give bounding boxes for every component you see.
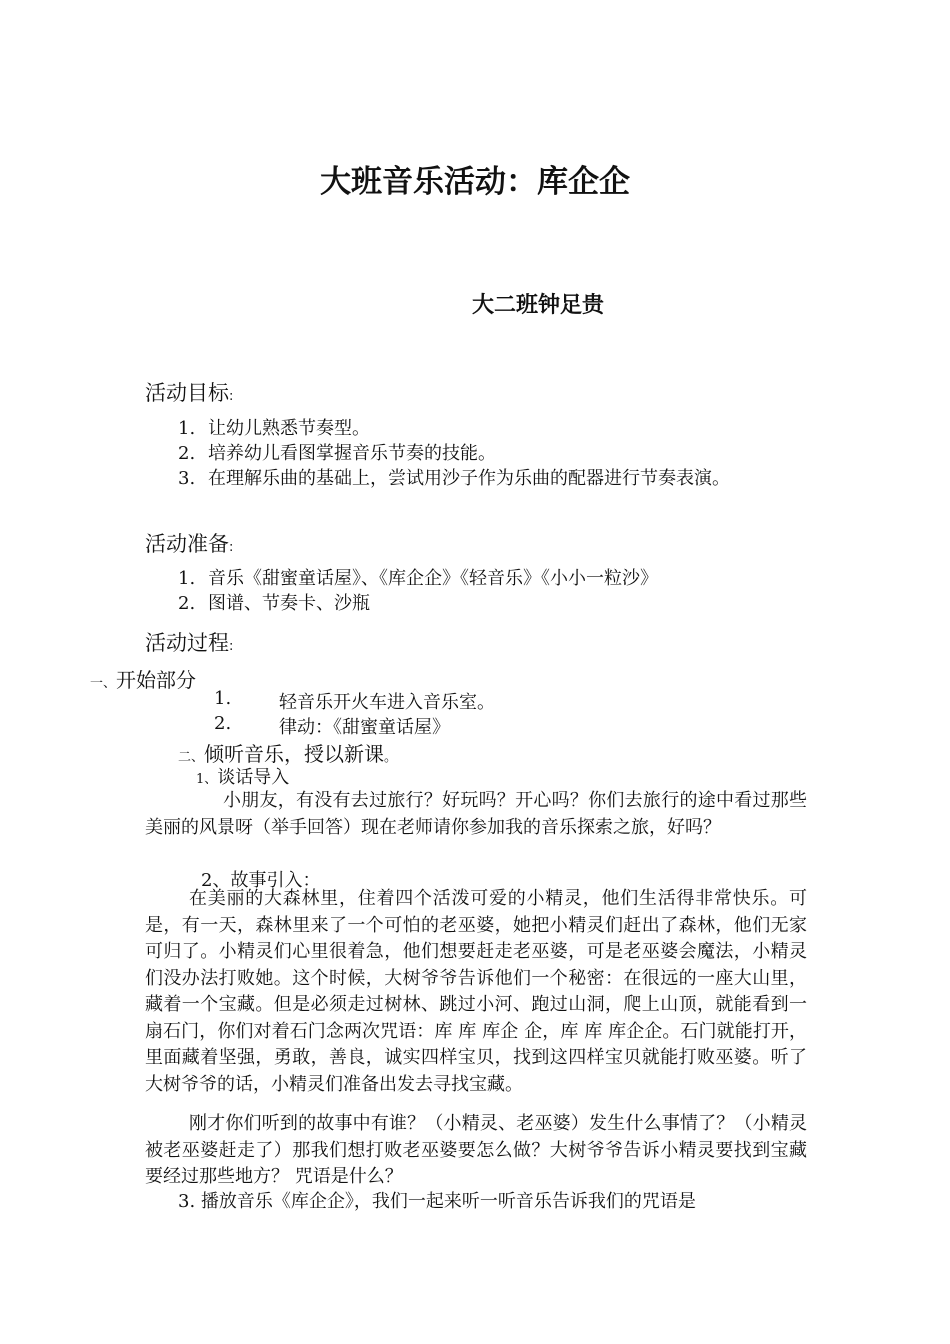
list-number: 3. xyxy=(178,468,196,489)
section-one-item xyxy=(214,713,231,734)
section-one-heading xyxy=(90,664,196,693)
process-heading-text: 活动过程 xyxy=(145,631,229,655)
subsection-marker: 1、 xyxy=(196,772,218,787)
document-title: 大班音乐活动：库企企 xyxy=(320,164,630,200)
list-item xyxy=(178,591,818,616)
goals-heading xyxy=(145,377,233,407)
section-end: 。 xyxy=(384,750,398,765)
list-item xyxy=(178,466,818,491)
goals-list xyxy=(178,416,818,491)
goals-heading-colon: : xyxy=(229,389,234,404)
list-number: 2. xyxy=(214,713,232,734)
prep-list xyxy=(178,566,818,616)
prep-heading xyxy=(145,528,233,558)
section-one-item-text: 轻音乐开火车进入音乐室。 xyxy=(279,692,495,713)
list-text: 音乐《甜蜜童话屋》、《库企企》《轻音乐》《小小一粒沙》 xyxy=(208,568,658,589)
list-item xyxy=(178,566,818,591)
author-line: 大二班钟足贵 xyxy=(472,293,605,318)
section-title: 倾听音乐，授以新课 xyxy=(204,742,385,766)
process-heading-colon: : xyxy=(229,639,234,654)
paragraph-intro: 小朋友，有没有去过旅行？好玩吗？开心吗？你们去旅行的途中看过那些美丽的风景呀（举手回答）现在老师请你参加我的音乐探索之旅，好吗？ xyxy=(145,790,807,838)
subsection-title: 谈话导入 xyxy=(217,767,290,788)
prep-heading-text: 活动准备 xyxy=(145,532,229,556)
section-one-item-text: 律动：《甜蜜童话屋》 xyxy=(279,717,450,738)
paragraph-questions: 刚才你们听到的故事中有谁？（小精灵、老巫婆）发生什么事情了？（小精灵被老巫婆赶走了）那我们想打败老巫婆要怎么做？大树爷爷告诉小精灵要找到宝藏要经过那些地方？ 咒语是什么？ xyxy=(145,1113,807,1187)
goals-heading-text: 活动目标 xyxy=(145,381,229,405)
list-text: 培养幼儿看图掌握音乐节奏的技能。 xyxy=(208,443,496,464)
list-number: 1. xyxy=(178,418,196,439)
section-marker: 二、 xyxy=(178,750,205,765)
paragraph-story: 在美丽的大森林里，住着四个活泼可爱的小精灵，他们生活得非常快乐。可是，有一天，森林里来了一个可怕的老巫婆，她把小精灵们赶出了森林，他们无家可归了。小精灵们心里很着急，他们想要赶走老巫婆，可是老巫婆会魔法，小精灵们没办法打败她。这个时候，大树爷爷告诉他们一个秘密：在很远的一座大山里，藏着一个宝藏。但是必须走过树林、跳过小河、跑过山洞，爬上山顶，就能看到一扇石门，你们对着石门念两次咒语：库 库 库企 企，库 库 库企企。石门就能打开，里面藏着坚强，勇敢，善良，诚实四样宝贝，找到这四样宝贝就能打败巫婆。听了大树爷爷的话，小精灵们准备出发去寻找宝藏。 xyxy=(145,888,807,1095)
process-heading xyxy=(145,627,233,657)
list-item xyxy=(178,416,818,441)
list-number: 1. xyxy=(214,688,232,709)
subsection-heading xyxy=(196,763,289,789)
list-text: 在理解乐曲的基础上，尝试用沙子作为乐曲的配器进行节奏表演。 xyxy=(208,468,730,489)
list-text: 图谱、节奏卡、沙瓶 xyxy=(208,593,370,614)
subsection-heading: 2、故事引入： xyxy=(201,870,321,891)
paragraph-play-music: 3. 播放音乐《库企企》，我们一起来听一听音乐告诉我们的咒语是 xyxy=(178,1191,696,1212)
section-title: 开始部分 xyxy=(116,668,197,692)
section-marker: 一、 xyxy=(90,676,117,691)
prep-heading-colon: : xyxy=(229,540,234,555)
section-one-item xyxy=(214,688,231,709)
list-item xyxy=(178,441,818,466)
list-text: 让幼儿熟悉节奏型。 xyxy=(208,418,370,439)
list-number: 2. xyxy=(178,443,196,464)
list-number: 1. xyxy=(178,568,196,589)
list-number: 2. xyxy=(178,593,196,614)
